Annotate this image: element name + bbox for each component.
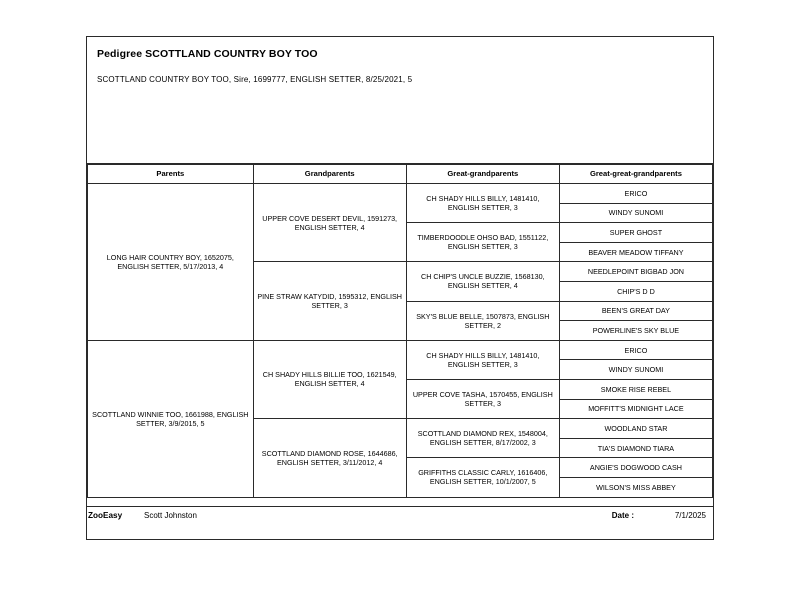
great-great-grandparent-cell: CHIP'S D D <box>559 281 712 301</box>
parent-cell: SCOTTLAND WINNIE TOO, 1661988, ENGLISH SETTER, 3/9/2015, 5 <box>88 340 254 497</box>
column-header-parents: Parents <box>88 165 254 184</box>
great-great-grandparent-cell: WINDY SUNOMI <box>559 360 712 380</box>
date-label: Date : <box>611 511 634 520</box>
subject-line: SCOTTLAND COUNTRY BOY TOO, Sire, 1699777, ENGLISH SETTER, 8/25/2021, 5 <box>97 75 413 84</box>
date-value: 7/1/2025 <box>674 511 706 520</box>
parent-cell: LONG HAIR COUNTRY BOY, 1652075, ENGLISH SETTER, 5/17/2013, 4 <box>88 184 254 341</box>
great-great-grandparent-cell: WINDY SUNOMI <box>559 203 712 223</box>
brand-label: ZooEasy <box>88 511 123 520</box>
great-grandparent-cell: TIMBERDOODLE OHSO BAD, 1551122, ENGLISH SETTER, 3 <box>406 223 559 262</box>
document-footer <box>86 508 714 530</box>
grandparent-cell: PINE STRAW KATYDID, 1595312, ENGLISH SETTER, 3 <box>253 262 406 340</box>
great-grandparent-cell: CH CHIP'S UNCLE BUZZIE, 1568130, ENGLISH SETTER, 4 <box>406 262 559 301</box>
grandparent-cell: UPPER COVE DESERT DEVIL, 1591273, ENGLISH SETTER, 4 <box>253 184 406 262</box>
pedigree-table <box>87 164 713 498</box>
great-grandparent-cell: UPPER COVE TASHA, 1570455, ENGLISH SETTER, 3 <box>406 379 559 418</box>
user-name: Scott Johnston <box>144 511 197 520</box>
page-title-prefix: Pedigree <box>97 48 146 60</box>
page-title <box>97 48 318 60</box>
page-title-name: SCOTTLAND COUNTRY BOY TOO <box>145 48 318 60</box>
great-great-grandparent-cell: ERICO <box>559 340 712 360</box>
great-grandparent-cell: SKY'S BLUE BELLE, 1507873, ENGLISH SETTER, 2 <box>406 301 559 340</box>
great-great-grandparent-cell: ANGIE'S DOGWOOD CASH <box>559 458 712 478</box>
pedigree-document <box>86 36 714 540</box>
grandparent-cell: CH SHADY HILLS BILLIE TOO, 1621549, ENGLISH SETTER, 4 <box>253 340 406 418</box>
great-grandparent-cell: CH SHADY HILLS BILLY, 1481410, ENGLISH SETTER, 3 <box>406 184 559 223</box>
great-great-grandparent-cell: POWERLINE'S SKY BLUE <box>559 321 712 341</box>
column-header-grandparents: Grandparents <box>253 165 406 184</box>
grandparent-cell: SCOTTLAND DIAMOND ROSE, 1644686, ENGLISH SETTER, 3/11/2012, 4 <box>253 419 406 497</box>
table-row <box>88 184 713 204</box>
document-header <box>87 37 713 164</box>
column-header-great-great-grandparents: Great-great-grandparents <box>559 165 712 184</box>
great-great-grandparent-cell: BEEN'S GREAT DAY <box>559 301 712 321</box>
column-header-great-grandparents: Great-grandparents <box>406 165 559 184</box>
great-grandparent-cell: CH SHADY HILLS BILLY, 1481410, ENGLISH SETTER, 3 <box>406 340 559 379</box>
great-great-grandparent-cell: SUPER GHOST <box>559 223 712 243</box>
great-great-grandparent-cell: NEEDLEPOINT BIGBAD JON <box>559 262 712 282</box>
table-header-row <box>88 165 713 184</box>
great-grandparent-cell: SCOTTLAND DIAMOND REX, 1548004, ENGLISH SETTER, 8/17/2002, 3 <box>406 419 559 458</box>
footer-divider <box>86 506 714 507</box>
great-great-grandparent-cell: SMOKE RISE REBEL <box>559 379 712 399</box>
great-great-grandparent-cell: BEAVER MEADOW TIFFANY <box>559 242 712 262</box>
great-great-grandparent-cell: ERICO <box>559 184 712 204</box>
great-great-grandparent-cell: TIA'S DIAMOND TIARA <box>559 438 712 458</box>
great-great-grandparent-cell: WOODLAND STAR <box>559 419 712 439</box>
table-row <box>88 340 713 360</box>
great-grandparent-cell: GRIFFITHS CLASSIC CARLY, 1616406, ENGLISH SETTER, 10/1/2007, 5 <box>406 458 559 497</box>
great-great-grandparent-cell: MOFFITT'S MIDNIGHT LACE <box>559 399 712 419</box>
great-great-grandparent-cell: WILSON'S MISS ABBEY <box>559 477 712 497</box>
